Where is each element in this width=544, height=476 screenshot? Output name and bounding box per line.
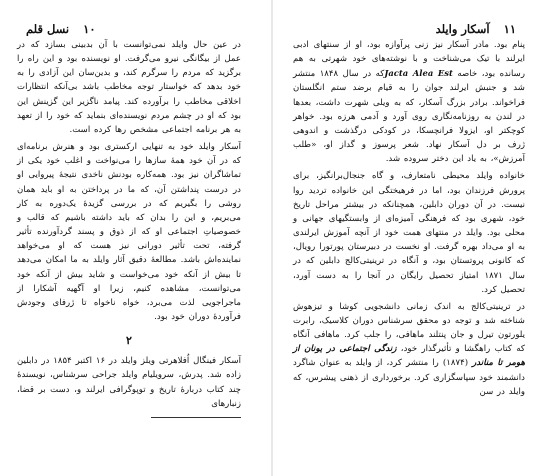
latin-phrase: Jacta Alea Est	[384, 68, 453, 79]
paragraph: آسکار وایلد خود به تنهایی ارکستری بود و هنرش برنامه‌ای که در آن خود همهٔ سازها را می‌نواخت و اغلب خود یکی از تماشاگران نیز بود. همه‌کاره بودنش ناخدی نتیجهٔ پیروایی او در درست پنداشتن آن، که ما در پرداختن به او باید همان روشی را بگیریم که در بررسی گزیدهٔ یک‌دوره به کار می‌بریم، و این را بدان که باید داشته باشیم که قالب و خصوصیاتِ اجتماعی او که از ذوق و پسند گردآورنده تأثیر گرفته، تحت تأثیر دورانی نیز هست که او می‌خواهد نماینده‌اش باشد. مطالعهٔ دقیق آثار وایلد به ما امکان می‌دهد تا بیش از آنکه خود می‌خواست و شاید بیش از آنکه خود می‌توانست، مشاهده کنیم، زیرا او آگهیه آشکارا از ماجراجویی لذت می‌برد، خواه ناخواه تا ژرفای وجودش فرآوردهٔ دوران خود بود.	[17, 142, 241, 322]
header-title: آسکار وایلد	[435, 22, 490, 36]
paragraph: خانواده وایلد محیطی نامتعارف، و گاه جنجال‌برانگیز، برای پرورش فرزندان بود، اما در فرهیختگی این خانواده تردید روا نیست. در آن دوران دابلین، همچنانکه در بیشتر مراحل تاریخ خود، شهری بود که فرهنگی آمیزه‌ای از وابستگیهای جهانی و محلی بود. وایلد در منتهای همت خود از آنچه آموزش ایرلندی به او می‌داد بهره گرفت. او نخست در دبیرستان پورتورا رویال، که کانونی پروتستان بود، و آنگاه در ترینیتی‌کالج دابلین که در سال ۱۸۷۱ امتیاز تحصیل رایگان در آنجا را به دست آورد، تحصیل کرد.	[293, 171, 526, 295]
paragraph: در ترینیتی‌کالج به اندک زمانی دانشجویی کوشا و تیزهوش شناخته شد و توجه دو محقق سرشناس دوران کلاسیک، رابرت یلورتون تیرل و جان پنتلند ماهافی، را جلب کرد. ماهافی آنگاه که کتاب راهگشا و تأثیرگذار خود، زندگی اجتماعی در یونان از هومر تا مناندر (۱۸۷۴) را منتشر کرد، از وایلد به عنوان شاگرد دانشمند خود سپاسگزاری کرد. برخورداری از ذهنی پیشرس، که وایلد در سن	[293, 301, 526, 397]
book-title: زندگی اجتماعی در یونان از هومر تا مناندر	[293, 344, 525, 369]
section-marker: ۲	[126, 334, 132, 348]
running-header	[436, 22, 516, 36]
page-body	[17, 38, 241, 422]
left-page	[0, 0, 271, 476]
running-header	[26, 22, 96, 36]
page-number: ۱۱	[503, 22, 516, 36]
page-number: ۱۰	[83, 22, 96, 36]
paragraph: در عین حال وایلد نمی‌توانست با آن بدبینی بسازد که در عمل از بیگانگی نیرو می‌گرفت. او نویسنده بود و این راه را برگزید که مردم را سرگرم کند، و بدین‌سان این آزادی را به خود بدهد که خواستار توجه مخاطب باشد بی‌آنکه انتظارات اخلاقی مخاطب را برآورده کند. پیامد ناگزیر این گزینش این بود که او در چشم مردم نویسنده‌ای بنماید که خود را از تعهد به هر برنامه اجتماعی مشخص رها کرده است.	[17, 40, 241, 135]
right-page	[273, 0, 544, 476]
paragraph: آسکار فینگال اُفلاهرتی ویلز وایلد در ۱۶ اکتبر ۱۸۵۴ در دابلین زاده شد. پدرش، سرویلیام وایلد جراحی سرشناس، نویسندهٔ چند کتاب دربارهٔ تاریخ و توپوگرافی ایرلند و، دست بر قضا، زنبارهای	[17, 356, 242, 409]
paragraph: پنام بود. مادر آسکار نیز زنی پرآوازه بود، او از سنتهای ادبی ایرلند با تیک می‌شناخت و با نوشته‌های خود شهرتی به هم رسانده بود، خاصه Jacta Alea Estکه در سال ۱۸۴۸ منتشر شد و جنبش ایرلند جوان را به قیام برضد ستم انگلستان فراخواند. برادر بزرگ آسکار، که به ویلی شهرت داشت، بعدها در لندن به روزنامه‌نگاری روی آورد و آدمی هرزه بود. خواهر کوچکتر او، ایزولا فرانچسکا، در کودکی درگذشت و اندوهی ژرف بر دل آسکار نهاد. شعر پرسوز و گداز او، «طلب آمرزش»، به یاد این دختر سروده شد.	[293, 40, 525, 165]
footnote-rule	[151, 417, 241, 418]
page-body	[293, 38, 525, 399]
header-title: نسل قلم	[26, 22, 70, 36]
